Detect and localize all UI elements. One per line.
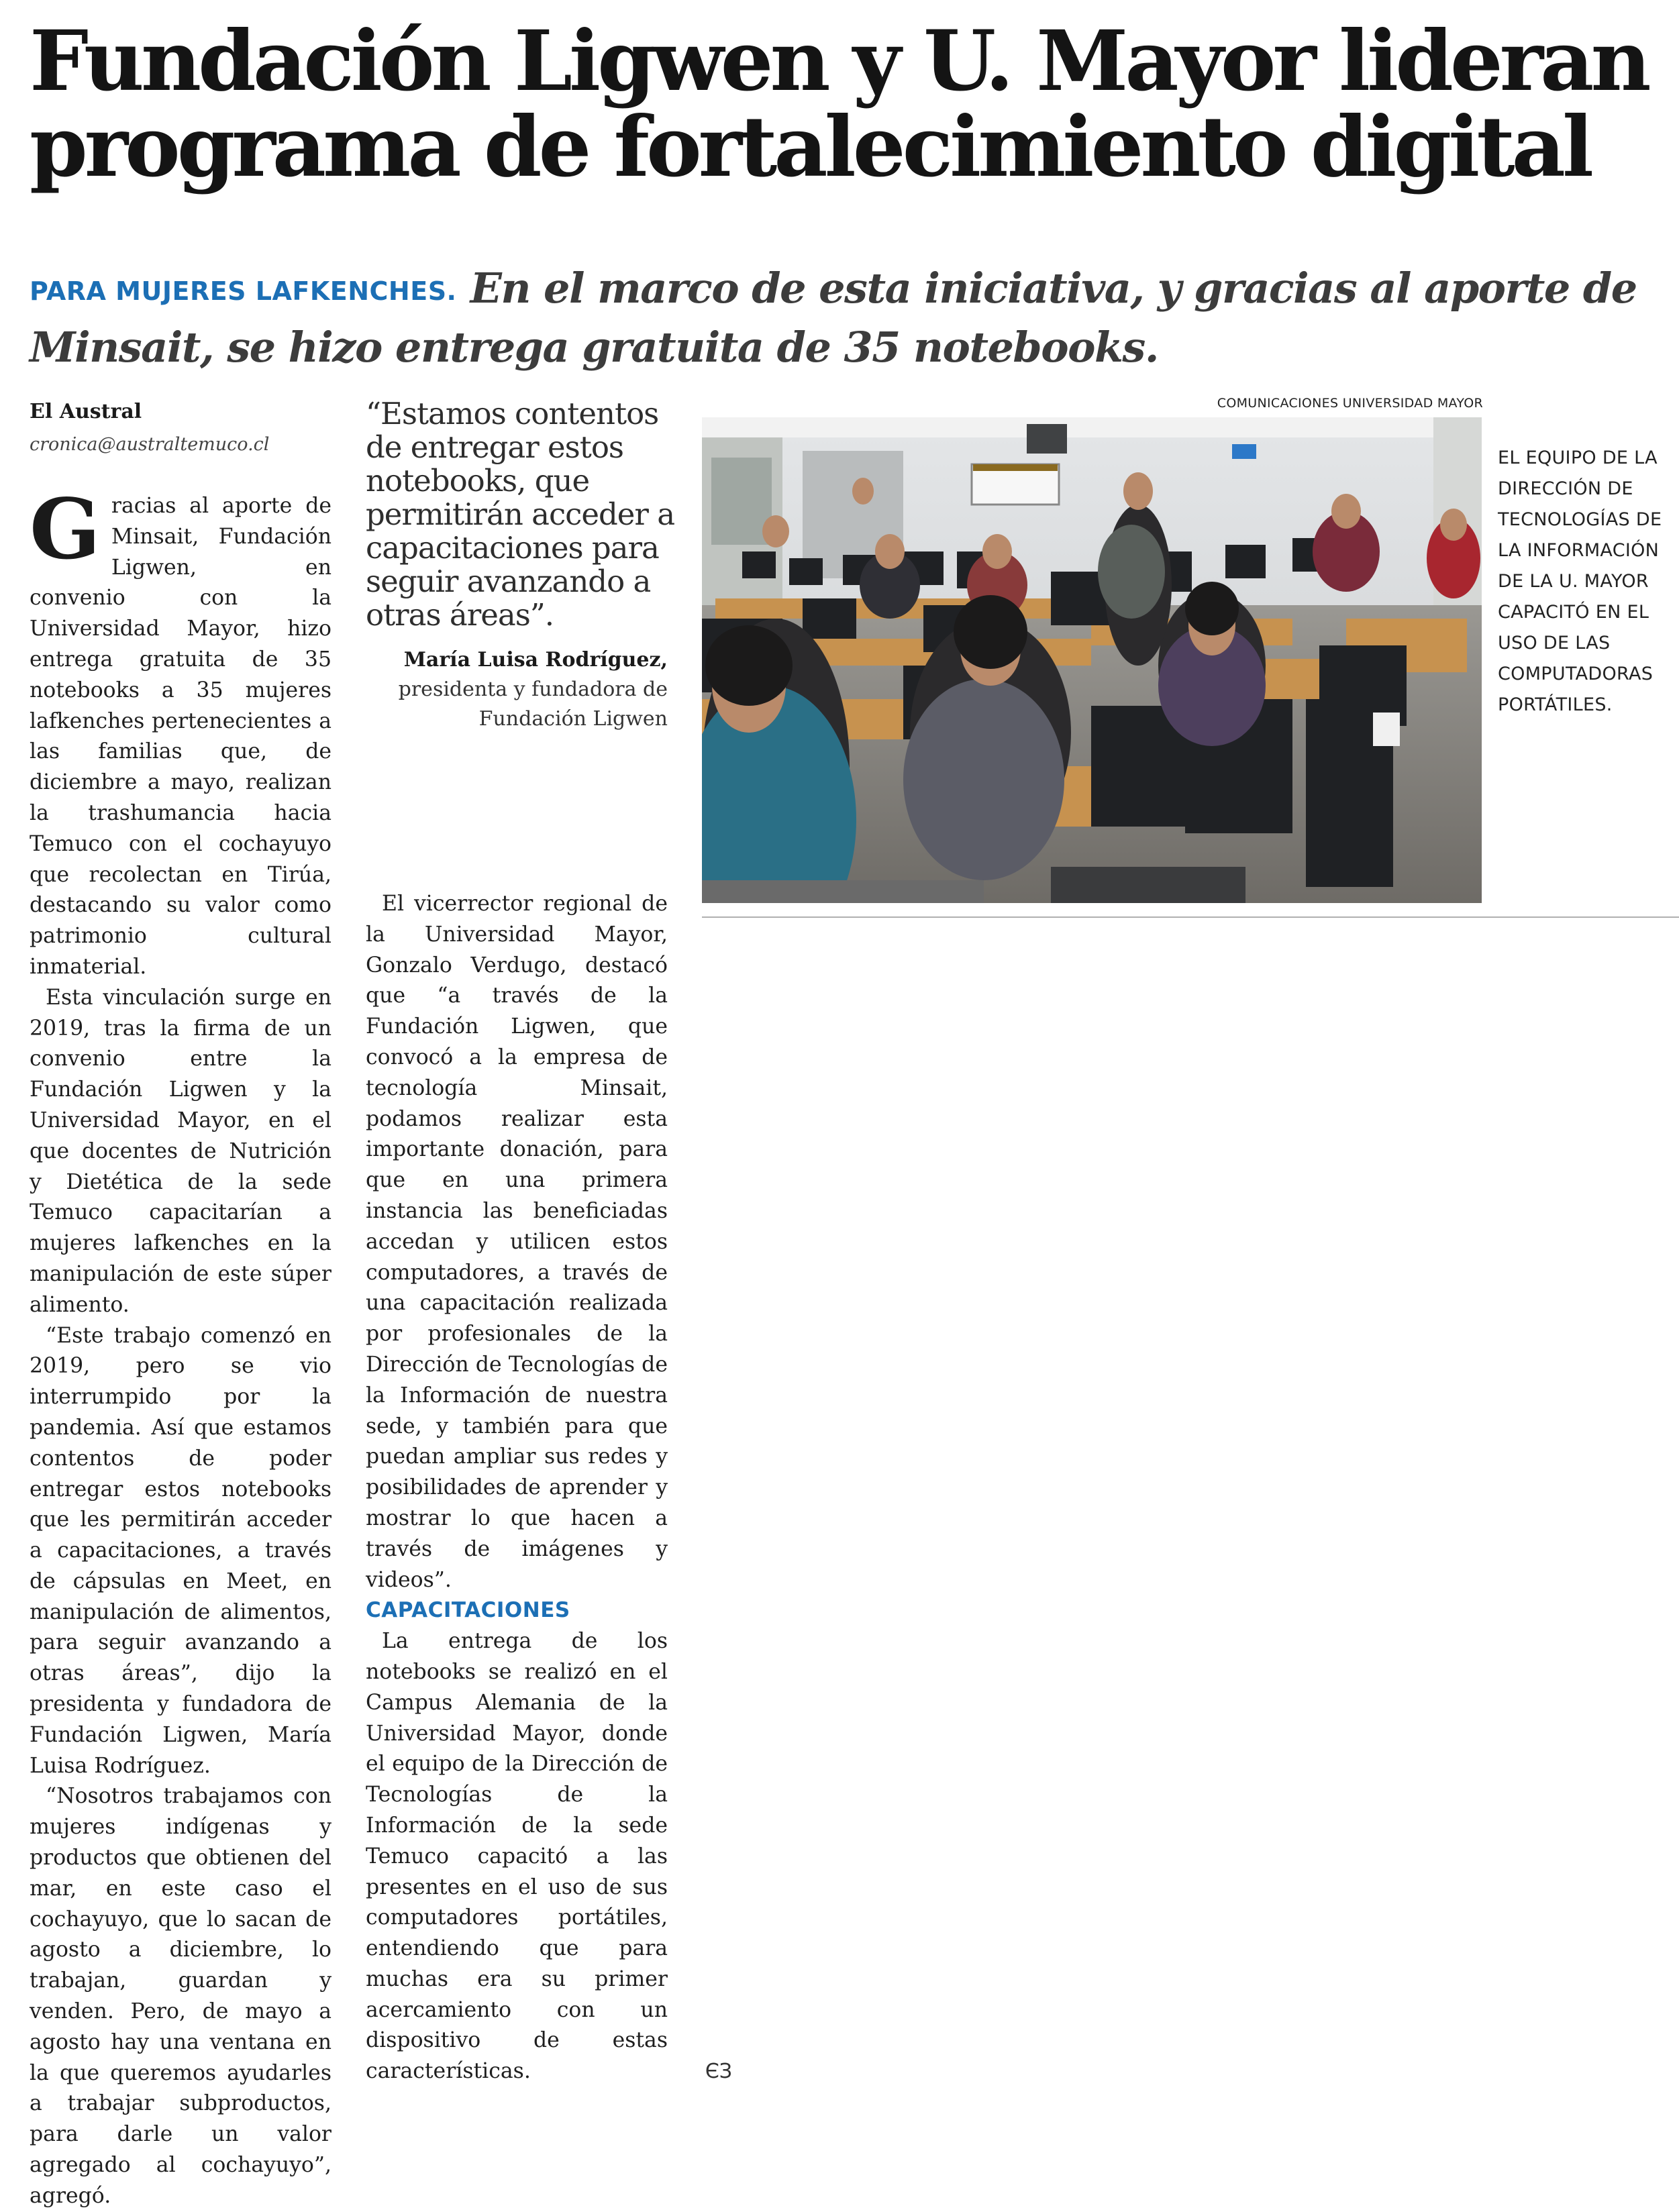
deck-kicker: PARA MUJERES LAFKENCHES.	[30, 276, 457, 306]
pull-quote-author: María Luisa Rodríguez,	[403, 648, 668, 672]
article-paragraph-5: El vicerrector regional de la Universidad Mayor, Gonzalo Verdugo, destacó que “a través de la Fundación Ligwen, que convocó a la empresa de tecnología Minsait, podamos realizar esta importante donación, para que en una primera instancia las beneficiadas accedan y utilicen estos computadores, a través de una capacitación realizada por profesionales de la Dirección de Tecnologías de la Información de nuestra sede, y también para que puedan ampliar sus redes y posibilidades de aprender y mostrar lo que hacen a través de imágenes y videos”.	[366, 892, 668, 1592]
byline	[30, 400, 269, 455]
article-paragraph-1	[30, 481, 332, 983]
article-paragraph-4: “Nosotros trabajamos con mujeres indígenas y productos que obtienen del mar, en este caso el cochayuyo, que lo sacan de agosto a diciembre, lo trabajan, guardan y venden. Pero, de mayo a agosto hay una ventana en la que queremos ayudarles a trabajar subproductos, para darle un valor agregado al cochayuyo”, agregó.	[30, 1784, 332, 2208]
photo-credit: COMUNICACIONES UNIVERSIDAD MAYOR	[1217, 396, 1483, 411]
photo-caption: EL EQUIPO DE LA DIRECCIÓN DE TECNOLOGÍAS DE LA INFORMACIÓN DE LA U. MAYOR CAPACITÓ EN EL USO DE LAS COMPUTADORAS PORTÁTILES.	[1498, 447, 1662, 715]
article-column-1	[30, 481, 332, 2212]
end-mark-icon: ЄЗ	[705, 2060, 733, 2084]
pull-quote-attribution	[366, 645, 668, 734]
byline-name: El Austral	[30, 400, 142, 423]
classroom-photo	[702, 417, 1482, 903]
classroom-photo-illustration	[702, 417, 1482, 903]
article-paragraph-2: Esta vinculación surge en 2019, tras la firma de un convenio entre la Fundación Ligwen y la Universidad Mayor, en el que docentes de Nutrición y Dietética de la sede Temuco capacitarían a mujeres lafkenches en la manipulación de este súper alimento.	[30, 985, 332, 1317]
article-paragraph-6	[366, 1626, 733, 2087]
pull-quote: “Estamos contentos de entregar estos notebooks, que permitirán acceder a capacitaciones para seguir avanzando a otras áreas”.	[366, 396, 675, 633]
byline-email: cronica@australtemuco.cl	[30, 434, 270, 455]
headline-line-2: programa de fortalecimiento digital	[30, 99, 1591, 196]
deck-text: En el marco de esta iniciativa, y gracias al aporte de Minsait, se hizo entrega gratuita de 35 notebooks.	[30, 264, 1637, 372]
deck	[30, 260, 1640, 376]
headline-line-1: Fundación Ligwen y U. Mayor lideran	[30, 13, 1648, 110]
article-paragraph-3: “Este trabajo comenzó en 2019, pero se vio interrumpido por la pandemia. Así que estamos contentos de poder entregar estos notebooks que les permitirán acceder a capacitaciones, a través de cápsulas en Meet, en manipulación de alimentos, para seguir avanzando a otras áreas”, dijo la presidenta y fundadora de Fundación Ligwen, María Luisa Rodríguez.	[30, 1323, 332, 1778]
pull-quote-role-2: Fundación Ligwen	[478, 707, 668, 731]
headline	[30, 13, 1667, 196]
dropcap: G	[30, 481, 101, 578]
article-paragraph-6-text: La entrega de los notebooks se realizó en el Campus Alemania de la Universidad Mayor, donde el equipo de la Dirección de Tecnologías de la Información de la sede Temuco capacitó a las presentes en el uso de sus computadores portátiles, entendiendo que para muchas era su primer acercamiento con un dispositivo de estas características.	[366, 1629, 668, 2084]
photo-rule	[702, 916, 1679, 918]
article-column-2	[366, 889, 733, 2087]
article-paragraph-1-text: racias al aporte de Minsait, Fundación Ligwen, en convenio con la Universidad Mayor, hizo entrega gratuita de 35 notebooks a 35 mujeres lafkenches pertenecientes a las familias que, de diciembre a mayo, realizan la trashumancia hacia Temuco con el cochayuyo que recolectan en Tirúa, destacando su valor como patrimonio cultural inmaterial.	[30, 494, 332, 979]
pull-quote-role-1: presidenta y fundadora de	[398, 678, 668, 701]
section-subhead: CAPACITACIONES	[366, 1598, 570, 1623]
